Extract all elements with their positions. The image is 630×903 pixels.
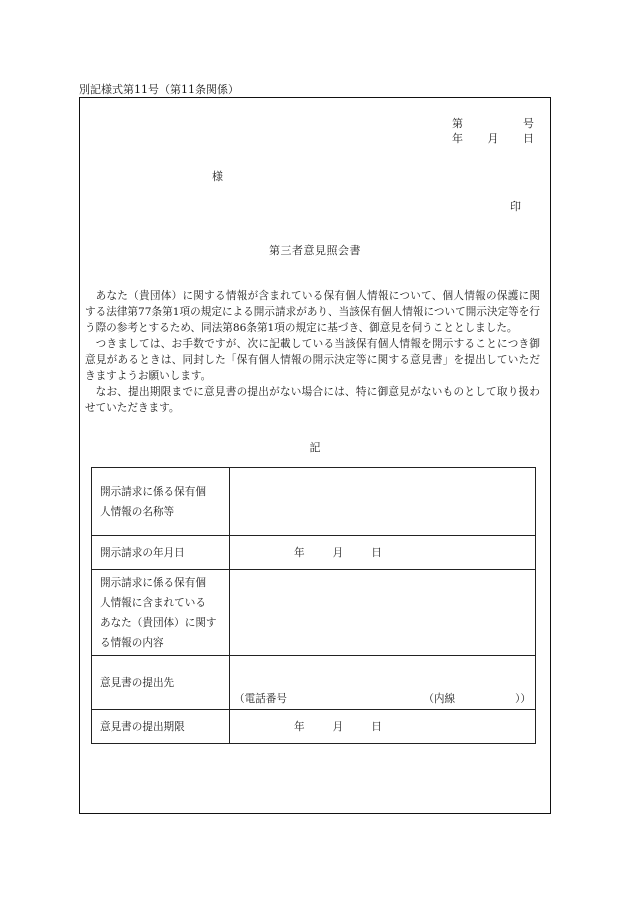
seal-mark: 印 bbox=[510, 200, 521, 213]
number-suffix: 号 bbox=[523, 117, 534, 130]
date-month: 月 bbox=[487, 132, 499, 145]
ext-label: （内線 bbox=[423, 693, 456, 705]
table-label-cell: 開示請求に係る保有個 人情報に含まれている あなた（貴団体）に関す る情報の内容 bbox=[92, 570, 230, 656]
table-value-cell[interactable]: 年 月 日 bbox=[230, 710, 536, 744]
tel-label: （電話番号 bbox=[234, 693, 287, 705]
table-value-cell[interactable] bbox=[230, 570, 536, 656]
number-prefix: 第 bbox=[452, 117, 463, 130]
table-row bbox=[92, 536, 536, 570]
table-value-cell[interactable]: 年 月 日 bbox=[230, 536, 536, 570]
table-row bbox=[92, 570, 536, 656]
table-value-cell[interactable] bbox=[230, 656, 536, 710]
body-paragraph: なお、提出期限までに意見書の提出がない場合には、特に御意見がないものとして取り扱わせていただきます。 bbox=[85, 386, 540, 414]
table-label-cell: 開示請求に係る保有個 人情報の名称等 bbox=[92, 468, 230, 536]
table-label-cell: 意見書の提出期限 bbox=[92, 710, 230, 744]
table-value-cell[interactable] bbox=[230, 468, 536, 536]
info-table bbox=[91, 467, 536, 744]
body-paragraph: つきましては、お手数ですが、次に記載している当該保有個人情報を開示することにつき御意見があるときは、同封した「保有個人情報の開示決定等に関する意見書」を提出していただきますようお願いします。 bbox=[85, 338, 540, 382]
document-date bbox=[452, 130, 534, 146]
document-number bbox=[452, 115, 534, 131]
date-year: 年 bbox=[452, 132, 463, 145]
addressee-suffix: 様 bbox=[212, 170, 223, 183]
table-label-cell: 意見書の提出先 bbox=[92, 656, 230, 710]
form-caption: 別記様式第11号（第11条関係） bbox=[79, 83, 239, 96]
ki-heading: 記 bbox=[309, 441, 321, 454]
table-label-cell: 開示請求の年月日 bbox=[92, 536, 230, 570]
document-title: 第三者意見照会書 bbox=[269, 244, 361, 257]
body-paragraph: あなた（貴団体）に関する情報が含まれている保有個人情報について、個人情報の保護に関する法律第77条第1項の規定による開示請求があり、当該保有個人情報について開示決定等を行う際の参考とするため、同法第86条第1項の規定に基づき、御意見を伺うこととしました。 bbox=[85, 290, 540, 334]
table-row bbox=[92, 656, 536, 710]
table-row bbox=[92, 468, 536, 536]
close-parens: ）） bbox=[515, 693, 531, 705]
body-text bbox=[85, 288, 540, 416]
date-day: 日 bbox=[523, 132, 534, 145]
table-row bbox=[92, 710, 536, 744]
